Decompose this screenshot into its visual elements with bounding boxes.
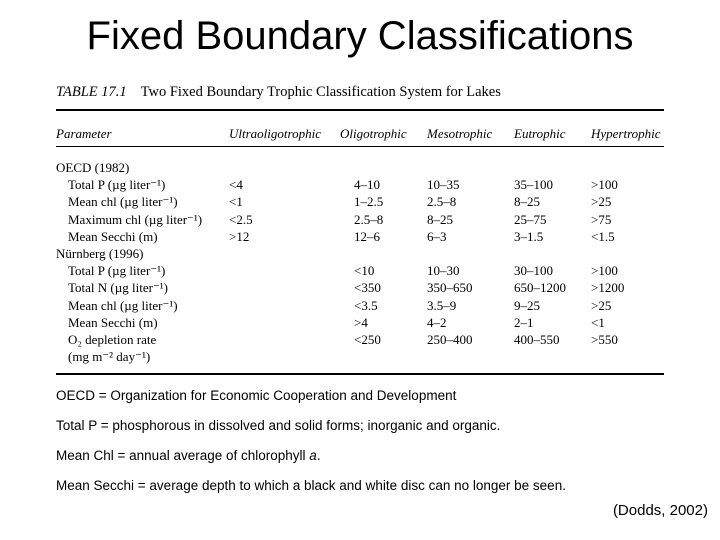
table-cell: <4 — [229, 177, 243, 193]
table-row-parameter: Maximum chl (µg liter⁻¹) — [68, 211, 203, 227]
table-cell: 9–25 — [514, 297, 540, 313]
header-ultraoligotrophic: Ultraoligotrophic — [229, 126, 321, 141]
table-cell: 400–550 — [514, 332, 560, 347]
table-cell: 8–25 — [514, 194, 540, 210]
table-bottom-rule — [56, 373, 664, 375]
table-cell: <250 — [354, 332, 381, 347]
table-cell: 2–1 — [514, 314, 534, 330]
table-cell: >1200 — [591, 280, 625, 296]
table-cell: 10–35 — [427, 177, 460, 193]
table-cell: 4–10 — [354, 177, 380, 193]
table-cell: <3.5 — [354, 297, 378, 313]
table-group-label: OECD (1982) — [56, 160, 130, 175]
note-total-p: Total P = phosphorous in dissolved and solid forms; inorganic and organic. — [56, 418, 501, 433]
table-row-parameter: Mean chl (µg liter⁻¹) — [68, 297, 178, 313]
table-cell: <350 — [354, 280, 381, 296]
table-cell: <2.5 — [229, 211, 253, 227]
table-row-parameter: Mean chl (µg liter⁻¹) — [68, 194, 178, 210]
table-cell: <1.5 — [591, 228, 615, 244]
table-cell: 3–1.5 — [514, 228, 544, 244]
header-mesotrophic: Mesotrophic — [427, 126, 493, 141]
header-parameter: Parameter — [56, 126, 112, 141]
table-cell: 2.5–8 — [427, 194, 457, 210]
table-cell: <10 — [354, 263, 375, 279]
table-cell: 8–25 — [427, 211, 453, 227]
header-eutrophic: Eutrophic — [514, 126, 566, 141]
table-cell: 2.5–8 — [354, 211, 384, 227]
header-hypertrophic: Hypertrophic — [591, 126, 661, 141]
table-cell: 250–400 — [427, 332, 473, 347]
table-cell: >4 — [354, 314, 368, 330]
table-cell: 12–6 — [354, 228, 380, 244]
table-cell: 6–3 — [427, 228, 447, 244]
table-cell: >550 — [591, 332, 618, 347]
table-cell: 650–1200 — [514, 280, 566, 296]
table-cell: 350–650 — [427, 280, 473, 296]
table-cell: 1–2.5 — [354, 194, 384, 210]
table-caption-number: TABLE 17.1 — [56, 84, 127, 100]
table-header-rule — [56, 146, 664, 147]
table-row-parameter: (mg m⁻² day⁻¹) — [68, 349, 151, 365]
table-cell: 25–75 — [514, 211, 547, 227]
table-group-label: Nürnberg (1996) — [56, 246, 144, 261]
note-mean-chl: Mean Chl = annual average of chlorophyll a. — [56, 448, 321, 463]
table-top-rule — [56, 109, 664, 111]
table-cell: >25 — [591, 297, 612, 313]
table-row-parameter: Total P (µg liter⁻¹) — [68, 177, 166, 193]
table-cell: <1 — [229, 194, 243, 210]
header-oligotrophic: Oligotrophic — [340, 126, 407, 141]
table-caption — [56, 84, 501, 101]
table-cell: >100 — [591, 177, 618, 193]
table-cell: 30–100 — [514, 263, 553, 279]
note-mean-secchi: Mean Secchi = average depth to which a black and white disc can no longer be seen. — [56, 478, 566, 493]
table-cell: 10–30 — [427, 263, 460, 279]
table-cell: 3.5–9 — [427, 297, 457, 313]
table-caption-title: Two Fixed Boundary Trophic Classification System for Lakes — [140, 84, 501, 100]
table-cell: <1 — [591, 314, 605, 330]
table-row-parameter: Mean Secchi (m) — [68, 228, 158, 244]
table-cell: >25 — [591, 194, 612, 210]
table-row-parameter: Mean Secchi (m) — [68, 314, 158, 330]
slide-title: Fixed Boundary Classifications — [86, 14, 634, 58]
table-row-parameter: Total P (µg liter⁻¹) — [68, 263, 166, 279]
table-cell: >100 — [591, 263, 618, 279]
citation: (Dodds, 2002) — [612, 502, 708, 519]
table-cell: >12 — [229, 228, 250, 244]
note-oecd: OECD = Organization for Economic Cooperation and Development — [56, 388, 457, 403]
table-row-parameter: O₂ depletion rate — [68, 332, 157, 347]
table-cell: >75 — [591, 211, 612, 227]
table-cell: 35–100 — [514, 177, 553, 193]
table-row-parameter: Total N (µg liter⁻¹) — [68, 280, 169, 296]
table-cell: 4–2 — [427, 314, 447, 330]
